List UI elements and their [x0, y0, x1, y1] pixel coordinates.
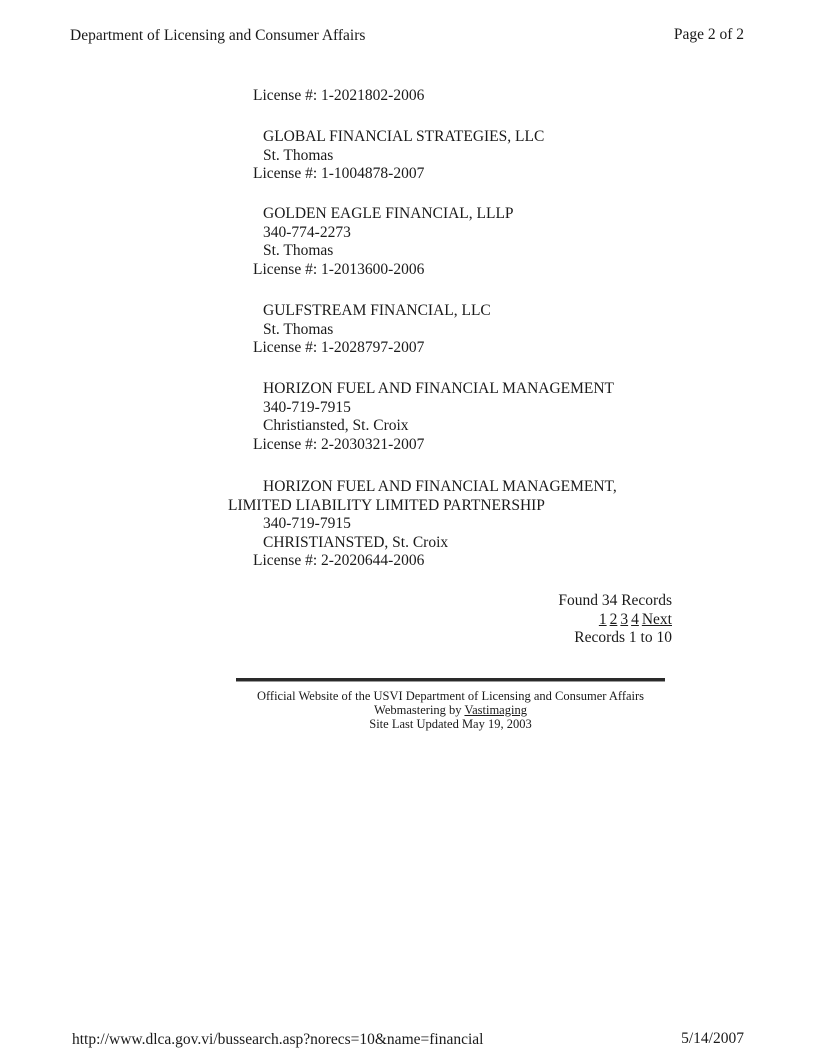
list-item — [253, 128, 544, 184]
license-number: License #: 2-2020644-2006 — [253, 552, 425, 569]
list-item — [228, 478, 617, 571]
footer-divider — [236, 678, 665, 682]
next-page-link[interactable]: Next — [641, 610, 672, 628]
page-link-4[interactable]: 4 — [631, 610, 639, 628]
business-phone: 340-719-7915 — [263, 515, 351, 532]
business-name: HORIZON FUEL AND FINANCIAL MANAGEMENT — [263, 380, 615, 397]
site-last-updated: Site Last Updated May 19, 2003 — [369, 717, 532, 731]
page-url: http://www.dlca.gov.vi/bussearch.asp?norecs=10&name=financial — [72, 1031, 484, 1048]
business-name: GOLDEN EAGLE FINANCIAL, LLLP — [263, 205, 514, 222]
page-link-3[interactable]: 3 — [620, 610, 629, 628]
business-phone: 340-774-2273 — [263, 223, 351, 241]
site-footer-credit — [236, 703, 665, 718]
business-name: GLOBAL FINANCIAL STRATEGIES, LLC — [263, 128, 545, 145]
records-range: Records 1 to 10 — [574, 629, 672, 646]
pagination — [558, 611, 672, 630]
license-number: License #: 1-2013600-2006 — [253, 260, 425, 278]
business-name: GULFSTREAM FINANCIAL, LLC — [263, 302, 491, 319]
license-number: License #: 1-2028797-2007 — [253, 339, 425, 356]
business-location: CHRISTIANSTED, St. Croix — [263, 533, 449, 551]
business-location: St. Thomas — [263, 146, 334, 164]
credit-prefix: Webmastering by — [374, 703, 465, 717]
license-number: License #: 2-2030321-2007 — [253, 435, 425, 453]
license-number: License #: 1-2021802-2006 — [253, 87, 425, 104]
list-item — [253, 302, 491, 358]
page-link-2[interactable]: 2 — [609, 610, 618, 628]
vastimaging-link[interactable]: Vastimaging — [464, 703, 527, 717]
list-item — [253, 380, 614, 454]
print-date: 5/14/2007 — [681, 1030, 744, 1047]
page-number: Page 2 of 2 — [673, 26, 744, 43]
business-location: St. Thomas — [263, 242, 334, 259]
license-number: License #: 1-1004878-2007 — [253, 165, 425, 182]
records-found: Found 34 Records — [558, 592, 672, 609]
business-phone: 340-719-7915 — [263, 398, 351, 416]
business-name: HORIZON FUEL AND FINANCIAL MANAGEMENT, — [263, 478, 617, 495]
business-location: Christiansted, St. Croix — [263, 417, 409, 434]
results-summary — [558, 592, 672, 648]
list-item — [253, 205, 514, 279]
page-header-title: Department of Licensing and Consumer Affairs — [70, 27, 366, 44]
business-name-line2: LIMITED LIABILITY LIMITED PARTNERSHIP — [228, 496, 545, 514]
business-location: St. Thomas — [263, 320, 334, 338]
page-link-1[interactable]: 1 — [598, 610, 607, 628]
site-footer-line1: Official Website of the USVI Department of Licensing and Consumer Affairs — [256, 689, 645, 703]
